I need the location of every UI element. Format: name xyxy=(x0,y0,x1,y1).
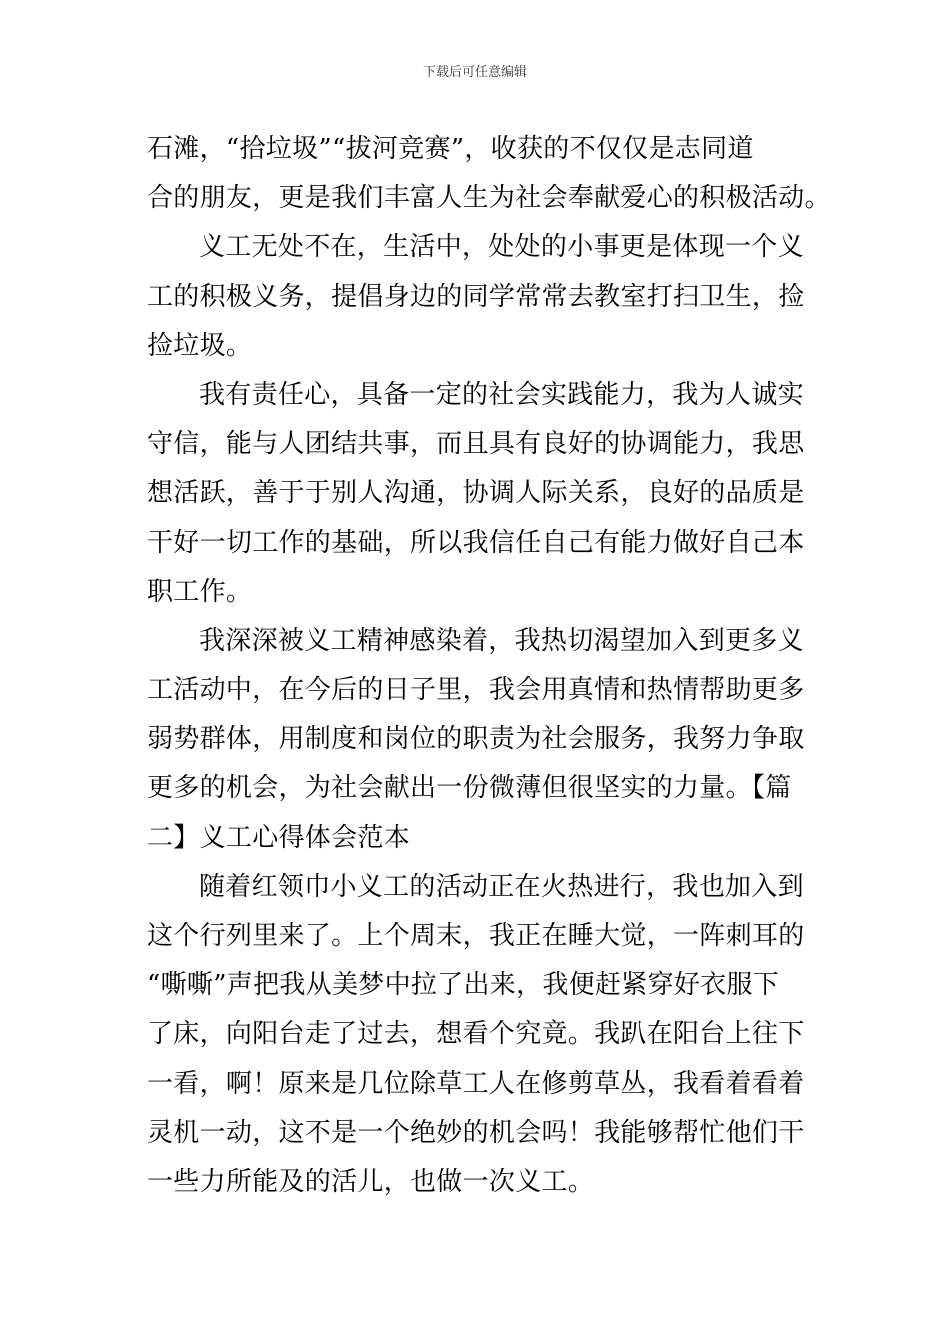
text-line: 灵机一动，这不是一个绝妙的机会吗！我能够帮忙他们干 xyxy=(147,1117,805,1148)
paragraph xyxy=(147,371,807,617)
text-line: 更多的机会，为社会献出一份微薄但很坚实的力量。【篇 xyxy=(147,773,792,804)
text-line: 义工无处不在，生活中，处处的小事更是体现一个义 xyxy=(199,232,804,263)
text-line: 石滩，“拾垃圾”“拔河竞赛”，收获的不仅仅是志同道 xyxy=(147,134,754,164)
paragraph xyxy=(147,863,807,1207)
text-line: 想活跃，善于于别人沟通，协调人际关系，良好的品质是 xyxy=(147,478,805,509)
text-line: 了床，向阳台走了过去，想看个究竟。我趴在阳台上往下 xyxy=(147,1019,805,1050)
text-line: 工活动中，在今后的日子里，我会用真情和热情帮助更多 xyxy=(147,675,805,706)
text-line: 我深深被义工精神感染着，我热切渴望加入到更多义 xyxy=(199,625,804,656)
paragraph xyxy=(147,617,807,863)
text-line: “嘶嘶”声把我从美梦中拉了出来，我便赶紧穿好衣服下 xyxy=(147,970,780,1001)
text-line: 我有责任心，具备一定的社会实践能力，我为人诚实 xyxy=(199,379,804,410)
paragraph xyxy=(147,125,831,223)
text-line: 守信，能与人团结共事，而且具有良好的协调能力，我思 xyxy=(147,429,805,460)
document-body xyxy=(147,125,831,1207)
text-line: 职工作。 xyxy=(147,576,253,607)
text-line: 这个行列里来了。上个周末，我正在睡大觉，一阵刺耳的 xyxy=(147,921,805,951)
text-line: 随着红领巾小义工的活动正在火热进行，我也加入到 xyxy=(199,871,804,902)
text-line: 干好一切工作的基础，所以我信任自己有能力做好自己本 xyxy=(147,527,805,558)
text-line: 一些力所能及的活儿，也做一次义工。 xyxy=(147,1166,595,1197)
text-line: 捡垃圾。 xyxy=(147,330,253,361)
text-line: 二】义工心得体会范本 xyxy=(147,822,411,853)
text-line: 工的积极义务，提倡身边的同学常常去教室打扫卫生，捡 xyxy=(147,281,805,312)
text-line: 弱势群体，用制度和岗位的职责为社会服务，我努力争取 xyxy=(147,724,805,755)
page-header: 下载后可任意编辑 xyxy=(422,65,527,80)
text-line: 合的朋友，更是我们丰富人生为社会奉献爱心的积极活动。 xyxy=(147,183,831,214)
text-line: 一看，啊！原来是几位除草工人在修剪草丛，我看着看着 xyxy=(147,1068,805,1099)
paragraph xyxy=(147,223,807,371)
